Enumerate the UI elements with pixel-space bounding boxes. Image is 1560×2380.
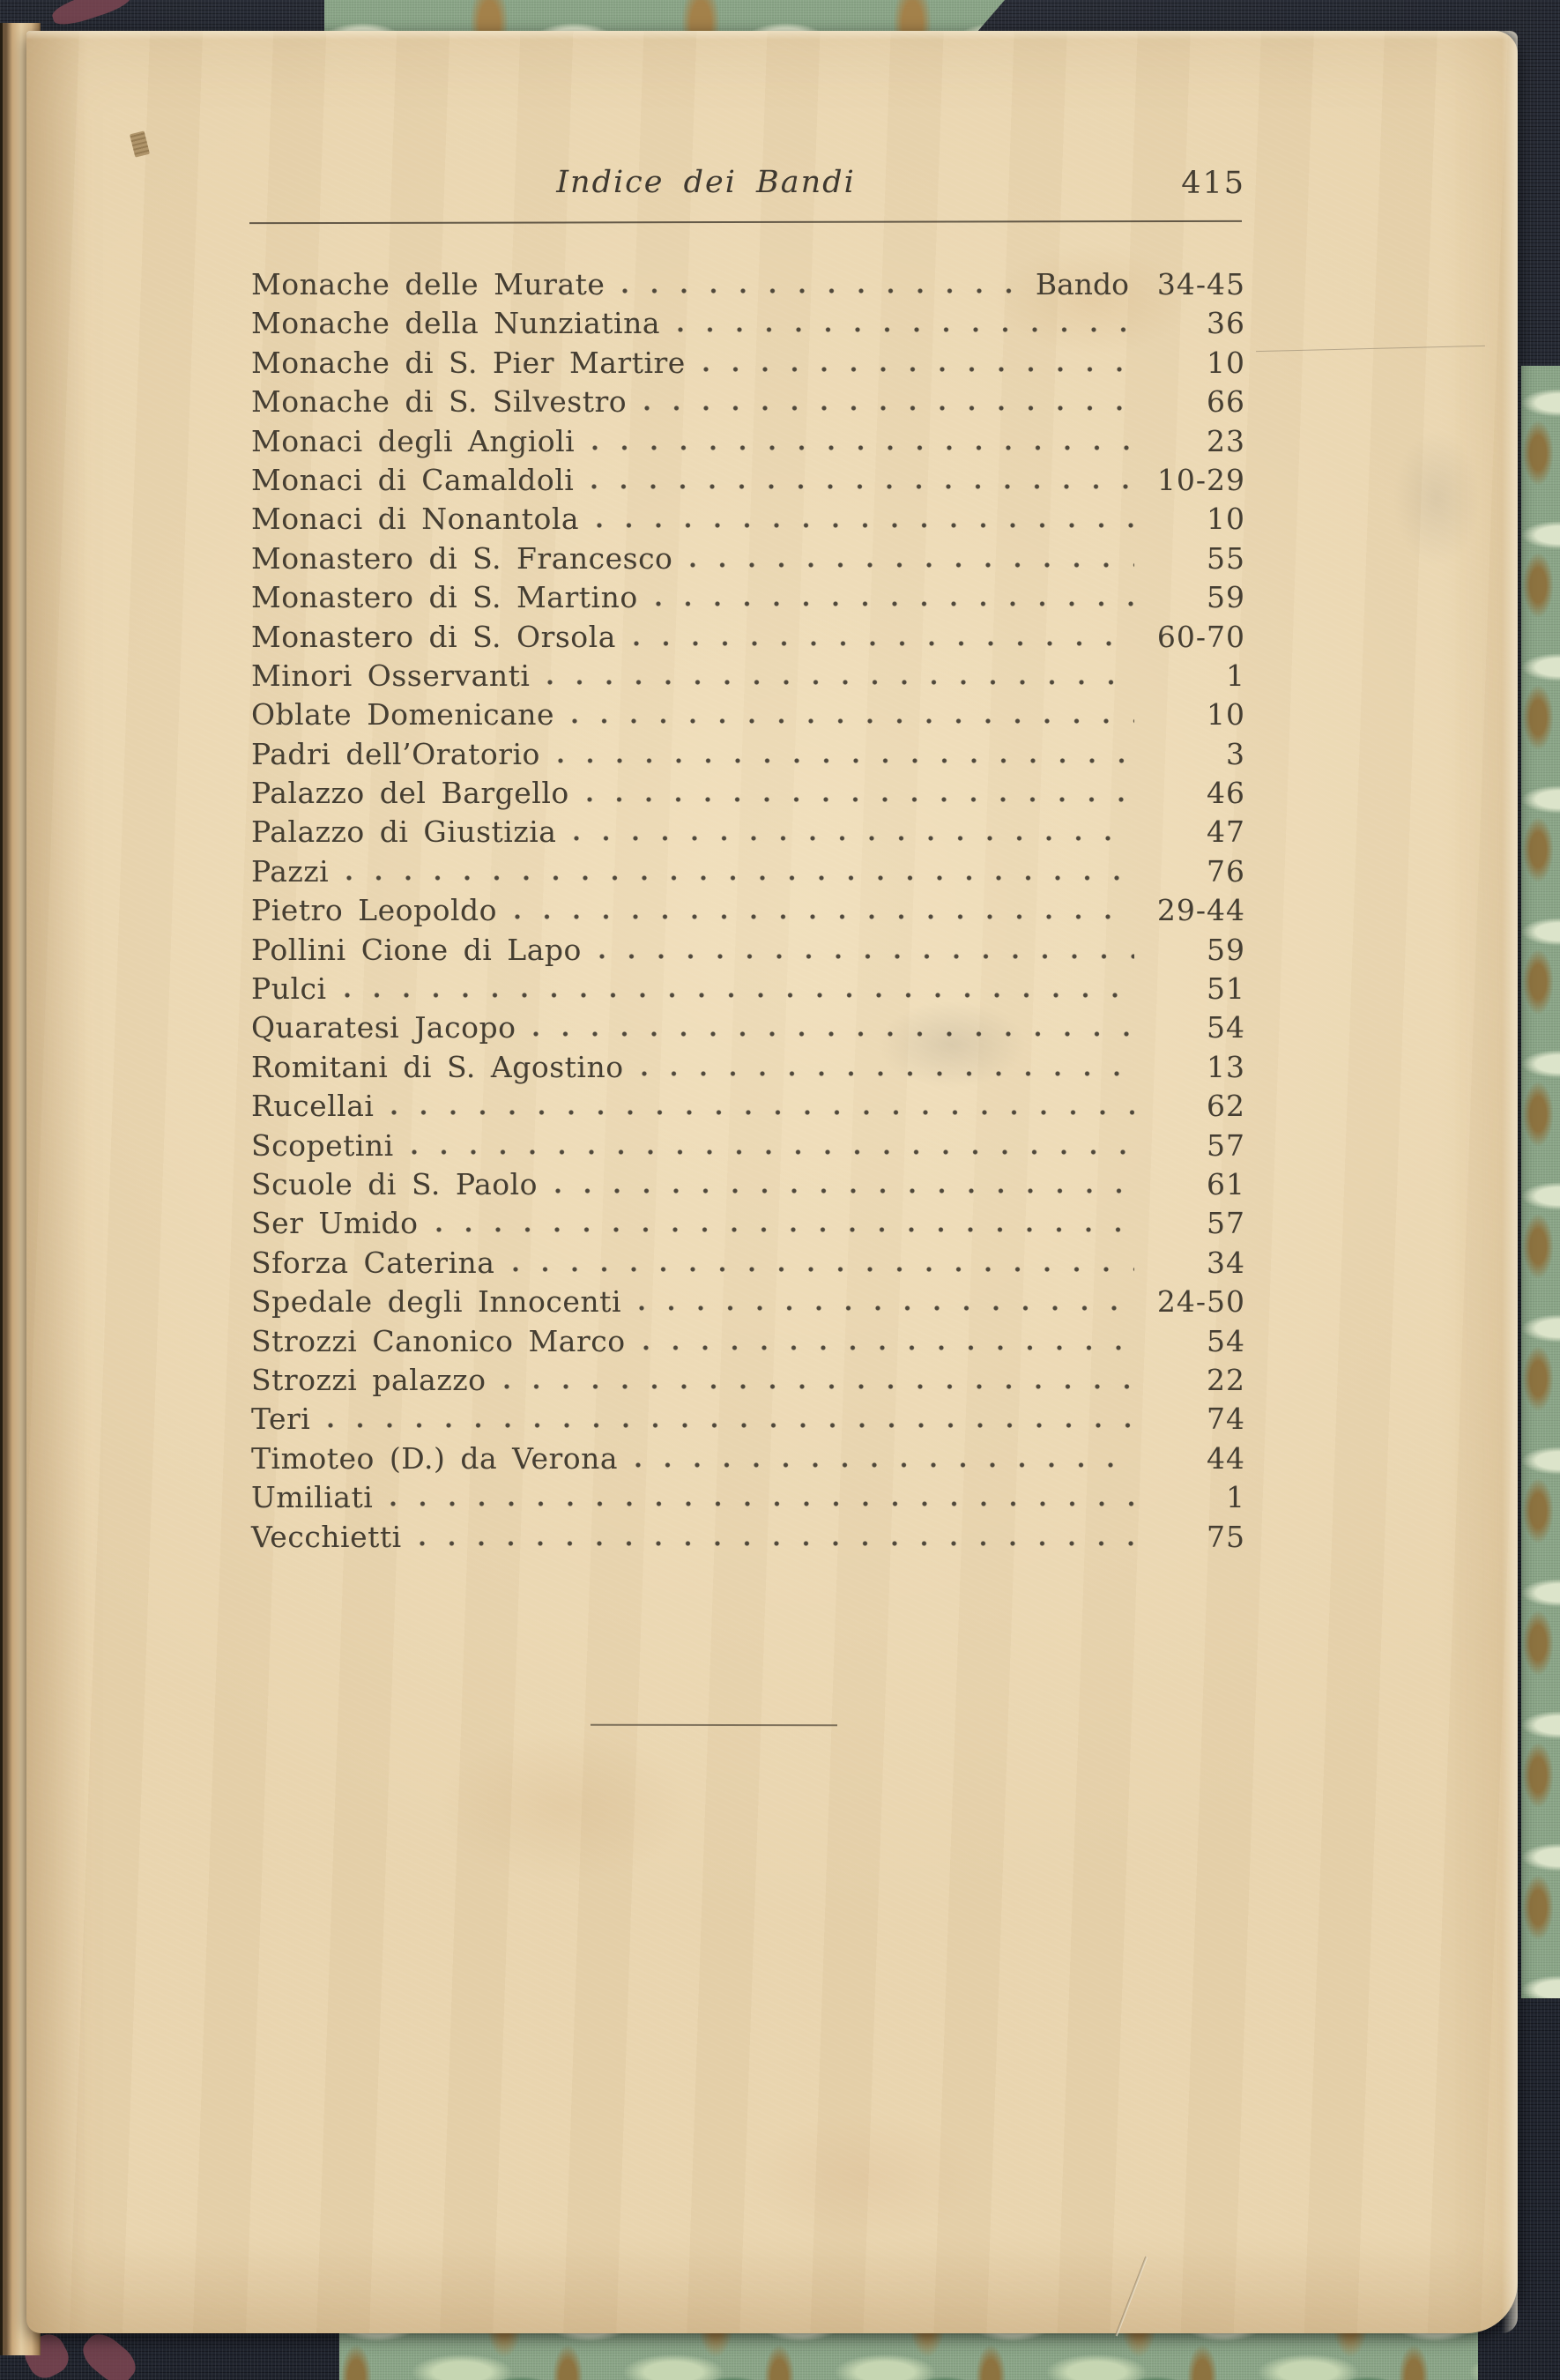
entry-title: Monache di S. Silvestro: [251, 384, 628, 420]
dot-leader: [406, 1147, 1134, 1156]
entry-title: Palazzo di Giustizia: [251, 814, 557, 850]
dot-leader: [582, 794, 1134, 803]
index-entry: [251, 580, 1245, 619]
entry-title: Oblate Domenicane: [251, 697, 555, 733]
entry-page-number: 29-44: [1156, 893, 1245, 928]
index-entry: [251, 384, 1245, 423]
dot-leader: [553, 755, 1134, 764]
entry-page-number: 1: [1226, 658, 1245, 693]
entry-page-number: 76: [1207, 853, 1245, 889]
entry-title: Monache della Nunziatina: [251, 306, 661, 341]
dot-leader: [685, 560, 1134, 569]
entry-title: Pollini Cione di Lapo: [251, 932, 582, 967]
entry-title: Padri dell’Oratorio: [251, 736, 540, 771]
index-entry: [251, 1363, 1245, 1402]
paper-chip: [130, 130, 150, 157]
index-entry: [251, 933, 1245, 971]
entry-page-number: 54: [1207, 1010, 1245, 1045]
entry-title: Spedale degli Innocenti: [251, 1284, 621, 1320]
entry-title: Romitani di S. Agostino: [251, 1049, 624, 1084]
index-entry: [251, 1480, 1245, 1519]
index-entry: [251, 1089, 1245, 1127]
entry-page-number: 74: [1207, 1402, 1245, 1437]
entry-page-number: 59: [1207, 580, 1245, 615]
entry-title: Monastero di S. Francesco: [251, 540, 673, 576]
entry-page-number: 61: [1207, 1166, 1245, 1201]
entry-page-number: 13: [1207, 1049, 1245, 1084]
dot-leader: [636, 1068, 1134, 1077]
entry-title: Umiliati: [251, 1480, 374, 1515]
entry-page-number: 34: [1207, 1245, 1245, 1280]
index-entry: [251, 971, 1245, 1010]
marbled-paper-right: [1521, 366, 1560, 1998]
dot-leader: [650, 599, 1134, 607]
index-entry: [251, 306, 1245, 345]
dot-leader: [617, 286, 1029, 294]
entry-title: Palazzo del Bargello: [251, 776, 569, 811]
entry-title: Pulci: [251, 971, 327, 1007]
entry-page-number: 1: [1226, 1480, 1245, 1515]
entry-title: Monache delle Murate: [251, 267, 605, 301]
entry-page-number: 46: [1207, 776, 1245, 811]
index-entry: [251, 1284, 1245, 1323]
dot-leader: [509, 911, 1134, 920]
entry-page-number: 24-50: [1156, 1284, 1245, 1320]
entry-title: Rucellai: [251, 1089, 375, 1124]
entry-page-number: 10: [1207, 345, 1245, 380]
index-entry: [251, 854, 1245, 893]
index-entry: [251, 1246, 1245, 1284]
entry-page-number: 75: [1207, 1519, 1245, 1554]
dot-leader: [628, 638, 1134, 647]
index-entry: [251, 620, 1245, 658]
index-entry: [251, 346, 1245, 384]
entry-page-number: 10: [1207, 697, 1245, 733]
entry-page-number: 47: [1207, 814, 1245, 850]
index-entry: [251, 1167, 1245, 1206]
dot-leader: [386, 1107, 1134, 1116]
entry-title: Pietro Leopoldo: [251, 893, 498, 928]
dot-leader: [550, 1186, 1134, 1194]
entry-page-number: 57: [1207, 1206, 1245, 1241]
dot-leader: [542, 677, 1134, 686]
dot-leader: [508, 1264, 1135, 1273]
index-entry: [251, 424, 1245, 463]
index-entry: [251, 463, 1245, 502]
entry-title: Vecchietti: [251, 1519, 402, 1554]
page-tear: [1115, 2257, 1148, 2337]
index-entry: [251, 893, 1245, 932]
index-entry: [251, 1441, 1245, 1480]
entry-title: Sforza Caterina: [251, 1245, 495, 1280]
entry-title: Monastero di S. Martino: [251, 580, 638, 615]
dot-leader: [639, 403, 1134, 412]
scratch-line: [1256, 346, 1485, 352]
entry-title: Strozzi Canonico Marco: [251, 1323, 626, 1358]
entry-title: Timoteo (D.) da Verona: [251, 1440, 619, 1476]
entry-page-number: 54: [1207, 1323, 1245, 1358]
index-entry: [251, 1010, 1245, 1049]
header-title: Indice dei Bandi: [556, 165, 856, 200]
index-entry: [251, 697, 1245, 736]
index-entry: [251, 776, 1245, 814]
dot-leader: [630, 1460, 1134, 1469]
dot-leader: [339, 990, 1134, 999]
dot-leader: [568, 833, 1134, 842]
dot-leader: [528, 1029, 1134, 1038]
section-divider: [591, 1724, 837, 1726]
dot-leader: [591, 520, 1134, 529]
index-entry: [251, 1050, 1245, 1089]
dot-leader: [672, 324, 1134, 333]
entry-page-number: 10: [1207, 502, 1245, 537]
dot-leader: [431, 1224, 1134, 1233]
entry-prefix: Bando: [1035, 267, 1129, 301]
entry-page-number: 55: [1207, 540, 1245, 576]
entry-title: Scopetini: [251, 1127, 394, 1163]
page-number: 415: [1181, 166, 1245, 201]
dot-leader: [499, 1381, 1135, 1390]
index-entry: [251, 737, 1245, 776]
dot-leader: [586, 481, 1134, 490]
entry-title: Minori Osservanti: [251, 658, 531, 693]
entry-page-number: 57: [1207, 1127, 1245, 1163]
entry-page-number: 10-29: [1156, 462, 1245, 497]
index-entry: [251, 1128, 1245, 1167]
entry-page-number: 66: [1207, 384, 1245, 420]
entry-page-number: 22: [1207, 1362, 1245, 1397]
entry-title: Monache di S. Pier Martire: [251, 345, 686, 380]
dot-leader: [323, 1420, 1134, 1429]
entry-title: Teri: [251, 1402, 311, 1437]
entry-page-number: 34-45: [1156, 267, 1245, 301]
index-entry: [251, 1206, 1245, 1245]
index-entry: [251, 1324, 1245, 1363]
running-header: [251, 165, 1245, 207]
entry-page-number: 36: [1207, 306, 1245, 341]
entry-page-number: 51: [1207, 971, 1245, 1007]
entry-page-number: 23: [1207, 423, 1245, 458]
index-entry: [251, 502, 1245, 540]
entry-page-number: 44: [1207, 1440, 1245, 1476]
dot-leader: [567, 716, 1134, 725]
dot-leader: [634, 1303, 1134, 1312]
entry-title: Strozzi palazzo: [251, 1362, 487, 1397]
dot-leader: [414, 1538, 1134, 1547]
dot-leader: [341, 873, 1134, 881]
entry-title: Monaci di Camaldoli: [251, 462, 575, 497]
entry-title: Monaci di Nonantola: [251, 502, 580, 537]
dot-leader: [385, 1499, 1134, 1507]
entry-title: Pazzi: [251, 853, 330, 889]
index-entry: [251, 658, 1245, 697]
entry-page-number: 62: [1207, 1089, 1245, 1124]
entry-page-number: 60-70: [1156, 619, 1245, 654]
index-entry: [251, 267, 1245, 306]
entry-title: Quaratesi Jacopo: [251, 1010, 516, 1045]
entry-title: Scuole di S. Paolo: [251, 1166, 539, 1201]
dot-leader: [587, 443, 1134, 451]
dot-leader: [698, 364, 1134, 373]
index-entry: [251, 1520, 1245, 1558]
entry-title: Monaci degli Angioli: [251, 423, 576, 458]
entry-title: Monastero di S. Orsola: [251, 619, 616, 654]
entry-page-number: 3: [1226, 736, 1245, 771]
index-list: [251, 267, 1245, 1558]
index-entry: [251, 1402, 1245, 1440]
index-entry: [251, 814, 1245, 853]
index-entry: [251, 541, 1245, 580]
page: [26, 31, 1518, 2333]
entry-page-number: 59: [1207, 932, 1245, 967]
entry-title: Ser Umido: [251, 1206, 419, 1241]
dot-leader: [594, 951, 1134, 960]
dot-leader: [638, 1342, 1134, 1351]
header-rule: [249, 220, 1242, 224]
